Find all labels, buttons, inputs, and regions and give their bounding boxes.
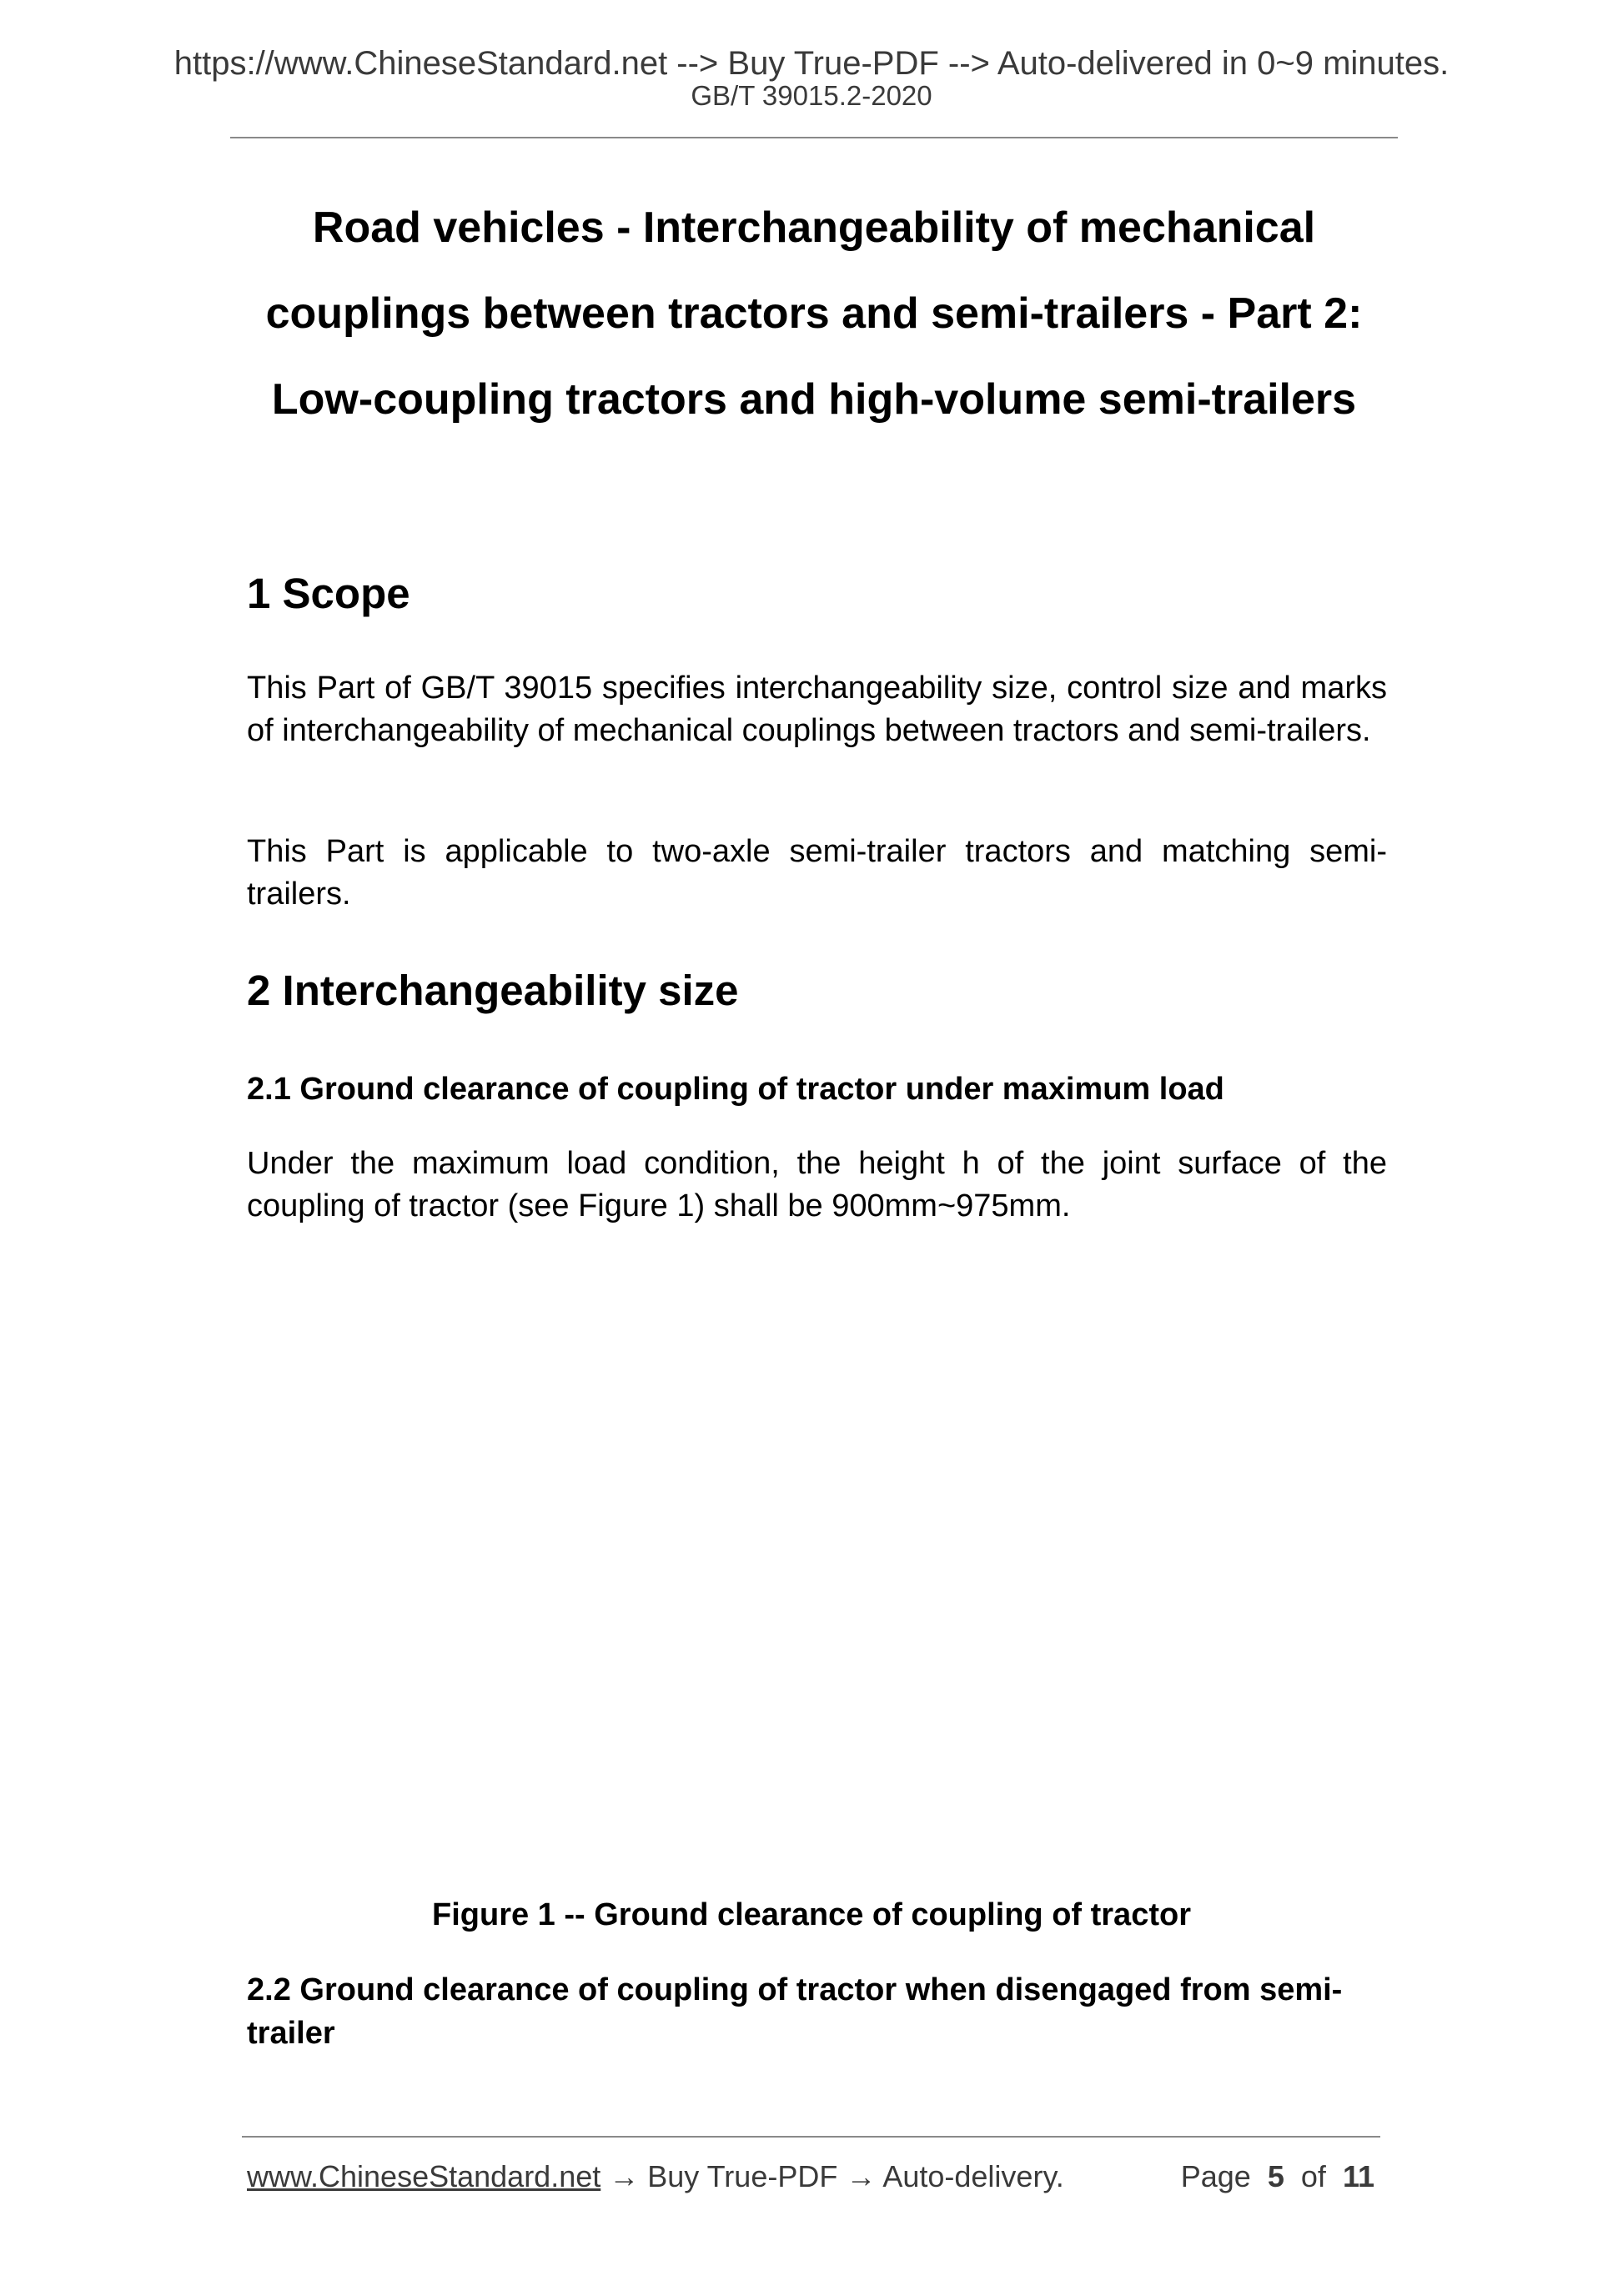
page-current: 5	[1267, 2159, 1284, 2193]
section-heading-scope: 1 Scope	[247, 570, 410, 617]
page-label: Page	[1180, 2159, 1251, 2193]
subsection-2-1-paragraph: Under the maximum load condition, the height h of the joint surface of the coupling of tractor (see Figure 1) shall be 900mm~975mm.	[247, 1146, 1387, 1223]
section-heading-interchangeability: 2 Interchangeability size	[247, 967, 739, 1014]
title-line: Low-coupling tractors and high-volume semi-trailers	[271, 375, 1357, 424]
subsection-heading-2-2: 2.2 Ground clearance of coupling of tractor when disengaged from semi-trailer	[247, 1972, 1343, 2051]
page-of-label: of	[1300, 2159, 1326, 2193]
header-divider	[230, 137, 1398, 138]
subsection-heading-2-1: 2.1 Ground clearance of coupling of tractor under maximum load	[247, 1072, 1224, 1107]
figure-1-area	[247, 1276, 1387, 1860]
top-banner[interactable]: https://www.ChineseStandard.net --> Buy True-PDF --> Auto-delivered in 0~9 minutes.	[173, 45, 1450, 82]
scope-paragraph: This Part is applicable to two-axle semi-trailer tractors and matching semi-trailers.	[247, 834, 1387, 912]
document-title	[230, 185, 1398, 443]
footer-left	[247, 2158, 1064, 2195]
page-indicator	[1181, 2158, 1374, 2195]
footer-delivery-text: → Buy True-PDF → Auto-delivery.	[609, 2159, 1064, 2193]
footer-divider	[242, 2136, 1380, 2138]
figure-caption: Figure 1 -- Ground clearance of coupling of tractor	[432, 1897, 1191, 1932]
title-line: couplings between tractors and semi-trailers - Part 2:	[265, 289, 1363, 338]
standard-code: GB/T 39015.2-2020	[691, 80, 932, 111]
footer-site-link[interactable]: www.ChineseStandard.net	[247, 2159, 601, 2193]
title-line: Road vehicles - Interchangeability of mechanical	[312, 203, 1316, 252]
scope-paragraph: This Part of GB/T 39015 specifies interchangeability size, control size and marks of interchangeability of mechanical couplings between tractors and semi-trailers.	[247, 671, 1387, 748]
page-total: 11	[1342, 2159, 1374, 2193]
